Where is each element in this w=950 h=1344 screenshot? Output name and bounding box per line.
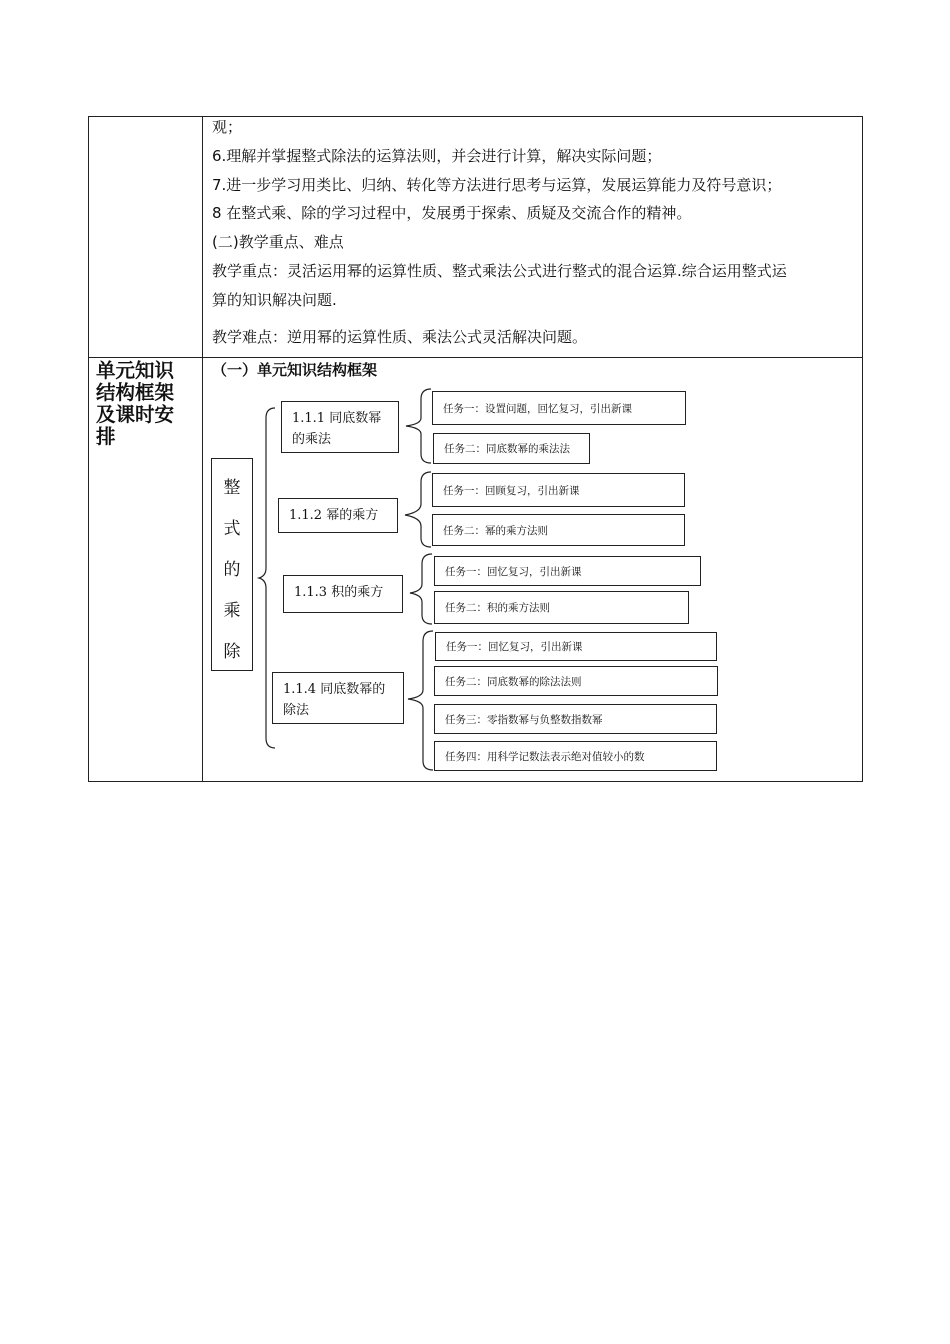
- lesson-label-line: 除法: [283, 703, 310, 718]
- task-box: 任务四：用科学记数法表示绝对值较小的数: [434, 741, 717, 771]
- lesson-label-line: 1.1.2 幂的乘方: [289, 508, 379, 523]
- task-box: 任务三：零指数幂与负整数指数幂: [434, 704, 717, 734]
- task-box: 任务一：回忆复习，引出新课: [435, 632, 717, 661]
- root-char: 的: [223, 560, 241, 580]
- lesson2-brace: [405, 472, 431, 547]
- root-char: 乘: [223, 601, 241, 621]
- root-char: 式: [223, 519, 241, 539]
- lesson4-brace: [408, 631, 433, 770]
- lesson-label-line: 1.1.4 同底数幂的: [283, 682, 386, 697]
- lesson3-brace: [410, 554, 432, 624]
- task-box: 任务二：积的乘方法则: [434, 591, 689, 624]
- lesson-1-1-1: [281, 401, 399, 453]
- key-points-heading: (二)教学重点、难点: [212, 233, 344, 251]
- heading-line: 结构框架: [96, 381, 175, 404]
- task-box: 任务二：幂的乘方法则: [432, 514, 685, 546]
- key-points-line-cont: 算的知识解决问题.: [212, 291, 337, 309]
- difficulties-line: 教学难点：逆用幂的运算性质、乘法公式灵活解决问题。: [212, 328, 588, 346]
- task-box: 任务一：回忆复习，引出新课: [434, 556, 701, 586]
- task-box: 任务二：同底数幂的除法法则: [434, 666, 718, 696]
- lesson-label-line: 的乘法: [292, 432, 332, 447]
- lesson-label-line: 1.1.3 积的乘方: [294, 585, 384, 600]
- lesson-1-1-2: [278, 498, 398, 533]
- lesson1-brace: [406, 389, 431, 463]
- root-char: 整: [223, 478, 241, 498]
- section-title: （一）单元知识结构框架: [212, 361, 378, 379]
- text-line: 观；: [212, 118, 243, 136]
- root-char: 除: [223, 642, 241, 662]
- objective-7: 7.进一步学习用类比、归纳、转化等方法进行思考与运算，发展运算能力及符号意识；: [212, 176, 782, 194]
- heading-line: 单元知识: [96, 359, 175, 382]
- lesson-1-1-3: [283, 575, 403, 613]
- heading-line: 及课时安: [96, 403, 175, 426]
- task-box: 任务一：设置问题，回忆复习，引出新课: [432, 391, 686, 425]
- objective-8: 8 在整式乘、除的学习过程中，发展勇于探索、质疑及交流合作的精神。: [212, 204, 692, 222]
- lesson-1-1-4: [272, 672, 404, 724]
- heading-line: 排: [96, 425, 116, 448]
- key-points-line: 教学重点：灵活运用幂的运算性质、整式乘法公式进行整式的混合运算.综合运用整式运: [212, 262, 787, 280]
- lesson-label-line: 1.1.1 同底数幂: [292, 411, 382, 426]
- task-box: 任务二：同底数幂的乘法法: [433, 433, 590, 464]
- objective-6: 6.理解并掌握整式除法的运算法则，并会进行计算，解决实际问题；: [212, 147, 662, 165]
- task-box: 任务一：回顾复习，引出新课: [432, 473, 685, 507]
